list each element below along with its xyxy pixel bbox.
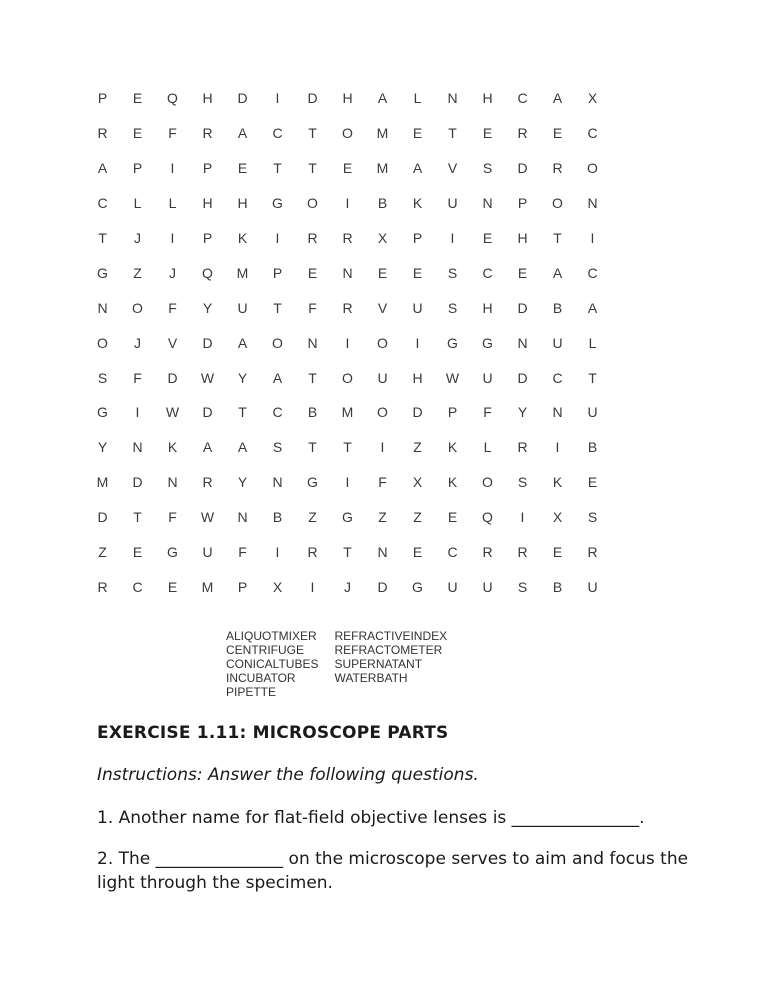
grid-letter: J	[134, 230, 141, 246]
grid-letter: X	[377, 230, 388, 246]
grid-letter: O	[342, 125, 353, 142]
grid-letter: E	[412, 264, 423, 281]
grid-letter: T	[238, 404, 247, 421]
grid-letter: O	[132, 299, 143, 316]
grid-letter: P	[132, 160, 143, 177]
grid-letter: I	[555, 439, 560, 456]
grid-letter: F	[378, 474, 387, 491]
grid-letter: M	[341, 404, 354, 421]
grid-letter: D	[132, 474, 143, 491]
grid-letter: L	[588, 334, 597, 351]
word-list-item: CENTRIFUGE	[226, 643, 304, 657]
word-list-item: PIPETTE	[226, 685, 277, 699]
grid-letter: U	[412, 299, 423, 316]
grid-letter: H	[482, 299, 493, 316]
grid-letter: D	[97, 509, 108, 526]
grid-letter: N	[97, 299, 108, 316]
grid-letter: N	[552, 404, 563, 421]
grid-letter: E	[412, 125, 423, 142]
grid-letter: T	[133, 509, 142, 526]
grid-letter: T	[308, 125, 317, 142]
grid-letter: E	[587, 474, 598, 491]
grid-letter: D	[202, 404, 213, 421]
grid-letter: O	[342, 369, 353, 386]
grid-letter: I	[275, 544, 280, 561]
grid-letter: P	[202, 230, 213, 246]
grid-letter: O	[377, 334, 388, 351]
grid-letter: H	[237, 195, 248, 212]
grid-letter: H	[482, 90, 493, 107]
grid-letter: P	[447, 404, 458, 421]
grid-letter: J	[134, 334, 141, 351]
grid-letter: U	[202, 544, 213, 561]
grid-letter: U	[552, 334, 563, 351]
grid-letter: F	[168, 125, 177, 142]
grid-letter: F	[168, 299, 177, 316]
grid-letter: T	[343, 439, 352, 456]
grid-letter: T	[273, 299, 282, 316]
grid-letter: K	[447, 439, 458, 456]
grid-letter: I	[345, 474, 350, 491]
grid-letter: M	[236, 264, 249, 281]
grid-letter: G	[167, 544, 178, 561]
grid-letter: I	[135, 404, 140, 421]
grid-letter: X	[272, 578, 283, 595]
grid-letter: I	[275, 90, 280, 107]
grid-letter: M	[96, 474, 109, 491]
grid-letter: R	[307, 230, 318, 246]
grid-letter: Q	[482, 509, 493, 526]
grid-letter: F	[483, 404, 492, 421]
grid-letter: Y	[237, 369, 248, 386]
grid-letter: C	[272, 404, 283, 421]
grid-letter: G	[97, 404, 108, 421]
grid-letter: E	[447, 509, 458, 526]
grid-letter: E	[482, 230, 493, 246]
word-list-column-2	[334, 629, 447, 699]
grid-letter: C	[587, 264, 598, 281]
grid-letter: E	[307, 264, 318, 281]
grid-letter: W	[200, 369, 215, 386]
grid-letter: A	[377, 90, 388, 107]
grid-letter: V	[167, 334, 178, 351]
word-search-grid	[85, 81, 610, 604]
grid-letter: S	[587, 509, 598, 526]
grid-letter: M	[376, 160, 389, 177]
grid-letter: Z	[378, 509, 387, 526]
grid-letter: I	[345, 334, 350, 351]
grid-letter: I	[345, 195, 350, 212]
grid-letter: X	[552, 509, 563, 526]
grid-letter: H	[202, 90, 213, 107]
grid-letter: E	[342, 160, 353, 177]
grid-letter: E	[377, 264, 388, 281]
grid-letter: R	[552, 160, 563, 177]
word-list-item: CONICALTUBES	[226, 657, 319, 671]
grid-letter: J	[344, 578, 351, 595]
grid-letter: A	[237, 125, 248, 142]
grid-letter: U	[237, 299, 248, 316]
grid-letter: K	[412, 195, 423, 212]
grid-letter: X	[412, 474, 423, 491]
grid-letter: L	[168, 195, 177, 212]
grid-letter: P	[517, 195, 528, 212]
grid-letter: T	[448, 125, 457, 142]
word-list-item: REFRACTOMETER	[334, 643, 443, 657]
grid-letter: K	[237, 230, 248, 246]
grid-letter: W	[165, 404, 180, 421]
grid-letter: Q	[167, 90, 178, 107]
grid-letter: E	[482, 125, 493, 142]
grid-letter: A	[272, 369, 283, 386]
grid-letter: D	[237, 90, 248, 107]
grid-letter: B	[552, 578, 563, 595]
grid-letter: F	[238, 544, 247, 561]
grid-letter: R	[97, 578, 108, 595]
grid-letter: Y	[237, 474, 248, 491]
grid-letter: U	[482, 578, 493, 595]
grid-letter: I	[310, 578, 315, 595]
grid-letter: D	[517, 369, 528, 386]
grid-letter: D	[167, 369, 178, 386]
grid-letter: P	[237, 578, 248, 595]
grid-letter: R	[97, 125, 108, 142]
grid-letter: L	[483, 439, 492, 456]
grid-letter: E	[517, 264, 528, 281]
grid-letter: T	[98, 230, 107, 246]
grid-letter: H	[517, 230, 528, 246]
grid-letter: W	[200, 509, 215, 526]
grid-letter: E	[132, 544, 143, 561]
grid-letter: B	[552, 299, 563, 316]
grid-letter: R	[342, 230, 353, 246]
word-list-item: SUPERNATANT	[334, 657, 423, 671]
grid-letter: C	[517, 90, 528, 107]
grid-letter: N	[272, 474, 283, 491]
grid-letter: I	[415, 334, 420, 351]
grid-letter: G	[482, 334, 493, 351]
grid-letter: I	[170, 230, 175, 246]
grid-letter: Z	[413, 439, 422, 456]
word-list-item: INCUBATOR	[226, 671, 296, 685]
grid-letter: V	[377, 299, 388, 316]
grid-letter: K	[167, 439, 178, 456]
grid-letter: E	[132, 90, 143, 107]
grid-letter: R	[482, 544, 493, 561]
grid-letter: T	[553, 230, 562, 246]
grid-letter: I	[275, 230, 280, 246]
grid-letter: B	[272, 509, 283, 526]
grid-letter: P	[97, 90, 108, 107]
grid-letter: I	[590, 230, 595, 246]
grid-letter: A	[237, 439, 248, 456]
grid-letter: I	[520, 509, 525, 526]
grid-letter: H	[342, 90, 353, 107]
grid-letter: G	[307, 474, 318, 491]
grid-letter: E	[552, 544, 563, 561]
grid-letter: C	[447, 544, 458, 561]
grid-letter: X	[587, 90, 598, 107]
grid-letter: E	[552, 125, 563, 142]
grid-letter: O	[97, 334, 108, 351]
grid-letter: E	[237, 160, 248, 177]
grid-letter: K	[447, 474, 458, 491]
grid-letter: D	[517, 160, 528, 177]
grid-letter: N	[377, 544, 388, 561]
grid-letter: A	[237, 334, 248, 351]
grid-letter: N	[307, 334, 318, 351]
exercise-title: EXERCISE 1.11: MICROSCOPE PARTS	[97, 723, 449, 743]
question-2: 2. The _______________ on the microscope serves to aim and focus the light through the specimen.	[97, 849, 689, 893]
grid-letter: T	[308, 160, 317, 177]
grid-letter: L	[413, 90, 422, 107]
grid-letter: E	[132, 125, 143, 142]
word-list-item: ALIQUOTMIXER	[226, 629, 317, 643]
grid-letter: O	[552, 195, 563, 212]
grid-letter: Z	[133, 264, 142, 281]
grid-letter: G	[97, 264, 108, 281]
grid-letter: P	[412, 230, 423, 246]
grid-letter: H	[412, 369, 423, 386]
grid-letter: R	[342, 299, 353, 316]
word-list	[226, 629, 447, 699]
grid-letter: G	[412, 578, 423, 595]
grid-letter: N	[517, 334, 528, 351]
grid-letter: H	[202, 195, 213, 212]
grid-letter: Z	[413, 509, 422, 526]
grid-letter: T	[343, 544, 352, 561]
grid-letter: V	[447, 160, 458, 177]
grid-letter: P	[202, 160, 213, 177]
grid-letter: G	[447, 334, 458, 351]
grid-letter: N	[342, 264, 353, 281]
grid-letter: U	[587, 578, 598, 595]
grid-letter: N	[447, 90, 458, 107]
grid-letter: R	[202, 125, 213, 142]
grid-letter: P	[272, 264, 283, 281]
grid-letter: R	[517, 439, 528, 456]
grid-letter: A	[412, 160, 423, 177]
grid-letter: N	[482, 195, 493, 212]
grid-letter: D	[412, 404, 423, 421]
grid-letter: R	[307, 544, 318, 561]
grid-letter: B	[377, 195, 388, 212]
grid-letter: T	[273, 160, 282, 177]
grid-letter: F	[308, 299, 317, 316]
word-list-column-1	[226, 629, 318, 699]
grid-letter: I	[380, 439, 385, 456]
grid-letter: K	[552, 474, 563, 491]
grid-letter: R	[202, 474, 213, 491]
grid-letter: W	[445, 369, 460, 386]
grid-letter: D	[377, 578, 388, 595]
grid-letter: T	[308, 369, 317, 386]
grid-letter: C	[482, 264, 493, 281]
grid-letter: S	[517, 474, 528, 491]
grid-letter: N	[237, 509, 248, 526]
grid-letter: A	[97, 160, 108, 177]
grid-letter: N	[587, 195, 598, 212]
grid-letter: O	[482, 474, 493, 491]
grid-letter: U	[447, 578, 458, 595]
grid-letter: M	[201, 578, 214, 595]
grid-letter: T	[588, 369, 597, 386]
grid-letter: S	[447, 299, 458, 316]
grid-letter: Y	[97, 439, 108, 456]
grid-letter: U	[587, 404, 598, 421]
grid-letter: S	[517, 578, 528, 595]
grid-letter: R	[517, 544, 528, 561]
grid-letter: A	[552, 264, 563, 281]
grid-letter: O	[272, 334, 283, 351]
grid-letter: E	[167, 578, 178, 595]
grid-letter: U	[447, 195, 458, 212]
grid-letter: N	[167, 474, 178, 491]
grid-letter: O	[377, 404, 388, 421]
grid-letter: O	[587, 160, 598, 177]
grid-letter: R	[587, 544, 598, 561]
grid-letter: S	[272, 439, 283, 456]
grid-letter: M	[376, 125, 389, 142]
grid-letter: F	[133, 369, 142, 386]
grid-letter: I	[450, 230, 455, 246]
grid-letter: D	[307, 90, 318, 107]
grid-letter: Y	[202, 299, 213, 316]
question-1: 1. Another name for flat-field objective lenses is _______________.	[97, 808, 645, 828]
grid-letter: C	[552, 369, 563, 386]
grid-letter: F	[168, 509, 177, 526]
grid-letter: A	[587, 299, 598, 316]
grid-letter: J	[169, 264, 176, 281]
grid-letter: D	[202, 334, 213, 351]
grid-letter: C	[97, 195, 108, 212]
grid-letter: O	[307, 195, 318, 212]
word-list-item: REFRACTIVEINDEX	[334, 629, 448, 643]
grid-letter: A	[202, 439, 213, 456]
grid-letter: C	[587, 125, 598, 142]
grid-letter: N	[132, 439, 143, 456]
word-list-item: WATERBATH	[334, 671, 408, 685]
grid-letter: B	[587, 439, 598, 456]
grid-letter: T	[308, 439, 317, 456]
grid-letter: G	[342, 509, 353, 526]
grid-letter: Z	[308, 509, 317, 526]
grid-letter: G	[272, 195, 283, 212]
grid-letter: R	[517, 125, 528, 142]
grid-letter: A	[552, 90, 563, 107]
grid-letter: Q	[202, 264, 213, 281]
grid-letter: S	[447, 264, 458, 281]
grid-letter: S	[97, 369, 108, 386]
grid-letter: U	[377, 369, 388, 386]
grid-letter: C	[132, 578, 143, 595]
grid-letter: D	[517, 299, 528, 316]
grid-letter: E	[412, 544, 423, 561]
grid-letter: L	[133, 195, 142, 212]
grid-letter: S	[482, 160, 493, 177]
grid-letter: C	[272, 125, 283, 142]
grid-letter: B	[307, 404, 318, 421]
grid-letter: Z	[98, 544, 107, 561]
grid-letter: I	[170, 160, 175, 177]
grid-letter: Y	[517, 404, 528, 421]
grid-letter: U	[482, 369, 493, 386]
instructions-text: Instructions: Answer the following questions.	[97, 765, 479, 785]
